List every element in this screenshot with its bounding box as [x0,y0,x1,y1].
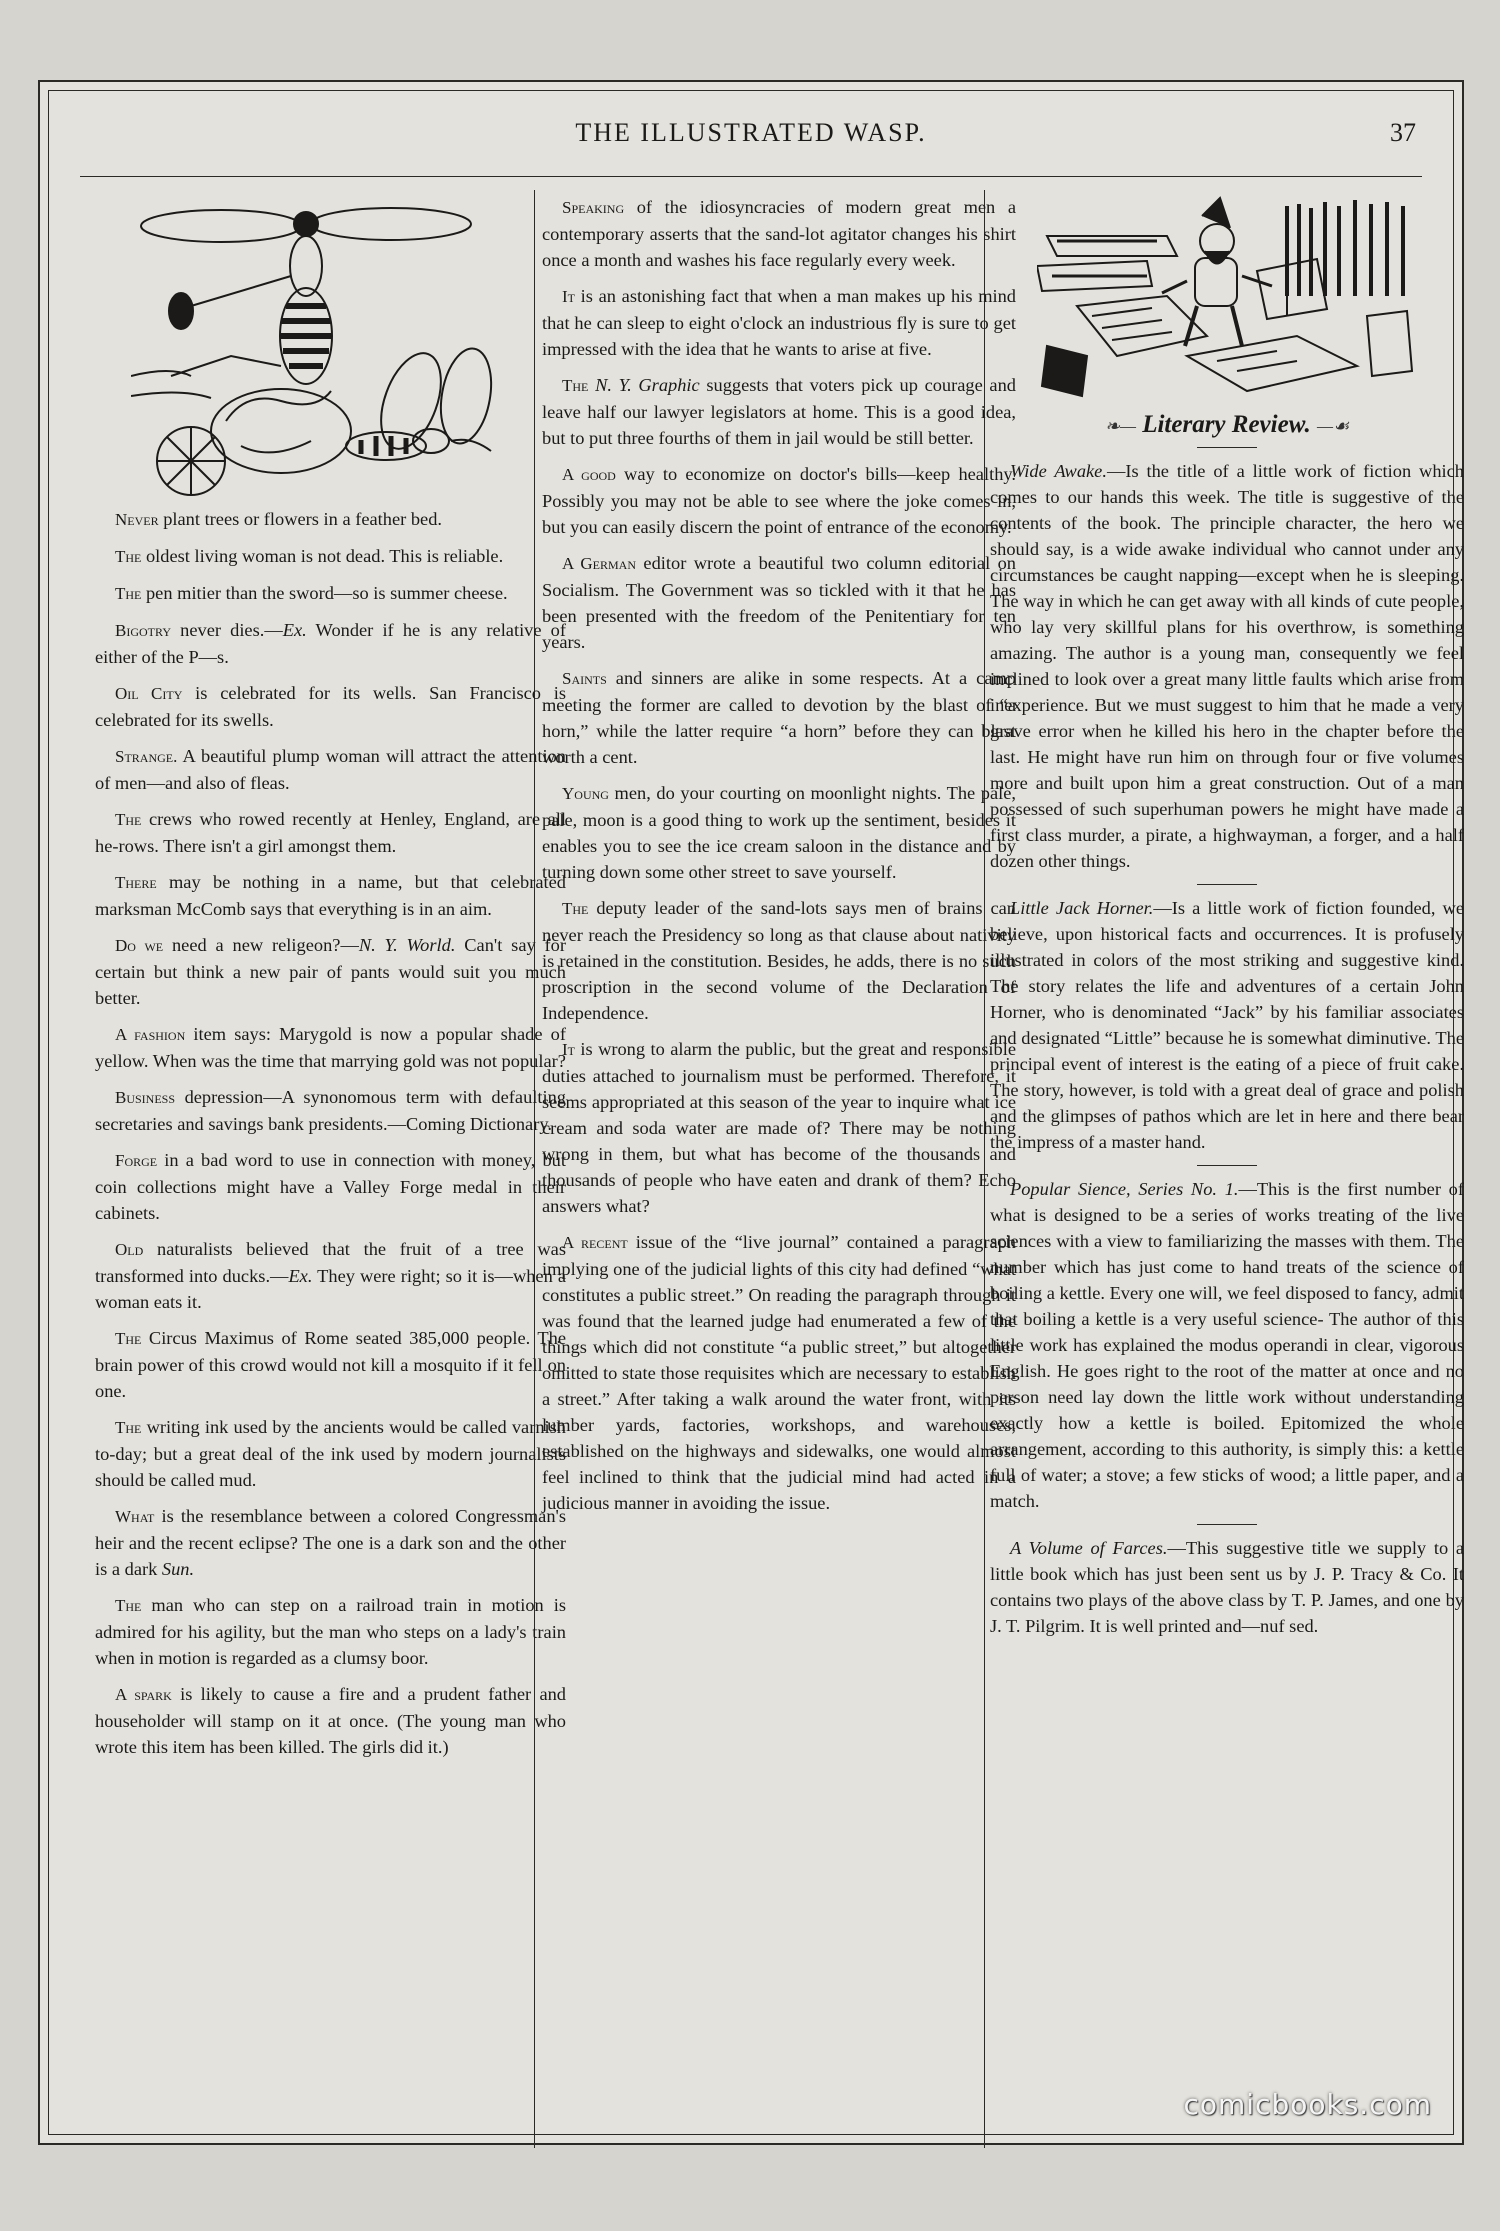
item-text: A beautiful plump woman will attract the attention of men—and also of fleas. [95,746,566,793]
news-item [95,1021,566,1074]
item-lead-word: A fashion [115,1025,186,1044]
item-text: plant trees or flowers in a feather bed. [158,509,443,529]
item-lead-word: A recent [562,1233,628,1252]
left-flourish-icon: ❧— [1104,416,1136,436]
item-text: in a bad word to use in connection with money, but coin collections might have a Valley Forge medal in their cabinets. [95,1150,566,1223]
item-lead-word: The [562,899,589,918]
item-lead-word: Old [115,1240,144,1259]
review-title: Wide Awake. [1010,461,1107,481]
review-paragraph [990,1176,1464,1514]
item-lead-word: The [115,1329,142,1348]
news-item [95,617,566,670]
item-text: men, do your courting on moonlight nights. The pale, pale, moon is a good thing to work up the sentiment, besides it enables you to see the ice cream saloon in the distance and by turning down some other street to save yourself. [542,783,1016,882]
news-item [95,869,566,922]
item-text: of the idiosyncracies of modern great men a contemporary asserts that the sand-lot agitator changes his shirt once a month and washes his face regularly every week. [542,197,1016,270]
item-text: need a new religeon?— [163,935,359,955]
review-body: —This suggestive title we supply to a little book which has just been sent us by J. P. Tracy & Co. It contains two plays of the above class by T. P. James, and one by J. T. Pilgrim. It is well printed and—nuf sed. [990,1538,1465,1636]
review-title: Popular Sience, Series No. 1. [1010,1179,1239,1199]
right-flourish-icon: —☙ [1316,416,1350,436]
review-paragraph [990,458,1464,874]
news-item [542,1036,1016,1219]
news-item [95,543,566,570]
item-citation: Ex. [282,620,307,640]
review-paragraph [990,895,1464,1155]
item-lead-word: Saints [562,669,607,688]
news-item [542,550,1016,655]
watermark: comicbooks.com [1183,2088,1432,2121]
news-item [95,1236,566,1315]
newspaper-page [38,80,1464,2145]
news-item [95,680,566,733]
item-text-continued: Can't say for certain but think a new pair of pants would suit you much better. [95,935,566,1008]
wasp-chariot-illustration [131,196,531,496]
column-left-paragraphs [95,506,566,1760]
section-rule [1197,884,1257,885]
news-item [95,1414,566,1493]
section-rule [1197,1524,1257,1525]
item-lead-word: A good [562,465,616,484]
column-left [95,190,566,1770]
review-body: —Is a little work of fiction founded, we believe, upon historical facts and occurrences. It is profusely illustrated in colors of the most striking and suggestive kind. The story relates the life and adventures of a certain John Horner, who is denominated “Jack” by his familiar associates and designated “Little” because he is somewhat diminutive. The principal event of interest is the eating of a piece of fruit cake. The story, however, is told with a great deal of grace and polish and the glimpses of pathos which are let in here and there bear the impress of a master hand. [990,898,1465,1152]
item-lead-word: It [562,1040,575,1059]
item-text: way to economize on doctor's bills—keep healthy. Possibly you may not be able to see where the joke comes in, but you can easily discern the point of entrance of the economy. [542,464,1016,537]
review-title: A Volume of Farces. [1010,1538,1168,1558]
item-citation: N. Y. Graphic [595,375,700,395]
item-text: oldest living woman is not dead. This is reliable. [141,546,504,566]
literary-review-reviews [990,458,1464,1639]
item-lead-word: Bigotry [115,621,172,640]
item-lead-word: The [115,584,142,603]
item-text: issue of the “live journal” contained a paragraph implying one of the judicial lights of this city had defined “what constitutes a public street.” On reading the paragraph through it was found that the learned judge had enumerated a few of the things which did not constitute “a public street,” but altogether omitted to state those requisites which are necessary to establish a street.” After taking a walk around the water front, with its lumber yards, factories, workshops, and warehouses, established on the highways and sidewalks, one would almost feel inclined to think that the judicial mind had acted in a judicious manner in avoiding the issue. [542,1232,1016,1513]
item-text-continued: Wonder if he is any relative of either of the P—s. [95,620,566,667]
item-lead-word: Business [115,1088,176,1107]
item-text: item says: Marygold is now a popular shade of yellow. When was the time that marrying gold was not popular? [95,1024,566,1071]
item-text: depression—A synonomous term with defaulting secretaries and savings bank presidents.—Coming Dictionary. [95,1087,566,1134]
news-item [542,895,1016,1026]
item-lead-word: The [115,1596,142,1615]
item-citation: N. Y. World. [358,935,456,955]
literary-review-heading [990,411,1464,439]
item-text: crews who rowed recently at Henley, England, are all he-rows. There isn't a girl amongst them. [95,809,566,856]
item-text: man who can step on a railroad train in motion is admired for his agility, but the man who steps on a lady's train when in motion is regarded as a clumsy boor. [95,1595,566,1668]
literary-review-title: Literary Review. [1142,411,1311,438]
item-lead-word: Speaking [562,198,625,217]
item-text: writing ink used by the ancients would be called varnish to-day; but a great deal of the ink used by modern journalists should be called mud. [95,1417,566,1490]
news-item [95,506,566,533]
item-citation: Ex. [288,1266,313,1286]
review-body: —Is the title of a little work of fiction which comes to our hands this week. The title is suggestive of the contents of the book. The principle character, the hero we should say, is a wide awake individual who cannot under any circumstances be caught napping—except when he is sleeping. The way in which he can get away with all kinds of cute people, who lay very skillful plans for his overthrow, is something amazing. The author is a young man, consequently we feel inclined to look over a great many little faults which arise from inexperience. But we must suggest to him that he made a very grave error when he killed his hero in the chapter before the last. He might have run him on through four or five volumes more and built upon him a great construction. Out of a man possessed of such superhuman powers he might have made a first class murder, a pirate, a highwayman, a forger, and a half dozen other things. [990,461,1464,871]
item-text: editor wrote a beautiful two column editorial on Socialism. The Government was so tickled with it that he has been presented with the freedom of the Penitentiary for ten years. [542,553,1016,652]
header-rule [80,176,1422,177]
item-text: is wrong to alarm the public, but the great and responsible duties attached to journalism must be performed. Therefore, it seems appropriated at this season of the year to inquire what ice cream and soda water are made of? There may be nothing wrong in them, but what has become of the thousands and thousands of people who have eaten and drank of them? Echo answers what? [542,1039,1016,1216]
news-item [95,1325,566,1404]
item-text: and sinners are alike in some respects. At a camp meeting the former are called to devotion by the blast of “a horn,” while the latter require “a horn” before they can blast worth a cent. [542,668,1016,767]
news-item [542,283,1016,362]
item-lead-word: The [115,547,142,566]
column-middle [542,194,1016,1526]
news-item [95,932,566,1011]
news-item [542,372,1016,451]
news-item [95,1084,566,1137]
news-item [542,461,1016,540]
item-lead-word: Forge [115,1151,158,1170]
item-lead-word: The [115,1418,142,1437]
item-lead-word: Young [562,784,609,803]
item-text-continued: suggests that voters pick up courage and leave half our lawyer legislators at home. This is a good idea, but to put three fourths of them in jail would be still better. [542,375,1016,448]
news-item [95,743,566,796]
news-item [95,1503,566,1582]
news-item [95,1592,566,1671]
column-middle-paragraphs [542,194,1016,1516]
item-text: is likely to cause a fire and a prudent father and householder will stamp on it at once. (The young man who wrote this item has been killed. The girls did it.) [95,1684,566,1757]
news-item [95,806,566,859]
item-lead-word: Do we [115,936,164,955]
item-text: deputy leader of the sand-lots says men of brains can never reach the Presidency so long as that clause about nativity is retained in the constitution. Besides, he adds, there is no such proscription in the second volume of the Declaration of Independence. [542,898,1016,1023]
item-lead-word: Oil City [115,684,183,703]
item-text: is celebrated for its wells. San Francisco is celebrated for its swells. [95,683,567,730]
news-item [542,665,1016,770]
section-rule [1197,447,1257,448]
news-item [542,780,1016,885]
item-citation: Sun. [161,1559,195,1579]
item-text-continued: They were right; so it is—when a woman eats it. [95,1266,566,1312]
column-right [990,190,1464,1649]
item-text: is an astonishing fact that when a man makes up his mind that he can sleep to eight o'clock an industrious fly is sure to get impressed with the idea that he wants to arise at five. [542,286,1016,359]
item-text: may be nothing in a name, but that celebrated marksman McComb says that everything is in an aim. [95,872,566,919]
page-number: 37 [1390,118,1416,147]
item-lead-word: Never [115,510,159,529]
running-head: THE ILLUSTRATED WASP. [575,118,927,147]
item-lead-word: The [562,376,589,395]
item-lead-word: It [562,287,575,306]
item-text: pen mitier than the sword—so is summer cheese. [141,583,508,603]
item-lead-word: Strange. [115,747,178,766]
item-lead-word: What [115,1507,155,1526]
item-text: Circus Maximus of Rome seated 385,000 people. The brain power of this crowd would not kill a mosquito if it fell on one. [95,1328,566,1401]
review-paragraph [990,1535,1464,1639]
item-text: naturalists believed that the fruit of a tree was transformed into ducks.— [95,1239,566,1286]
item-text: is the resemblance between a colored Congressman's heir and the recent eclipse? The one is a dark son and the other is a dark [95,1506,566,1579]
item-lead-word: A spark [115,1685,172,1704]
news-item [542,1229,1016,1516]
news-item [95,580,566,607]
item-lead-word: There [115,873,157,892]
section-rule [1197,1165,1257,1166]
reading-gnome-illustration [1037,196,1417,401]
item-lead-word: The [115,810,142,829]
news-item [95,1681,566,1760]
news-item [95,1147,566,1226]
item-lead-word: A German [562,554,637,573]
review-title: Little Jack Horner. [1010,898,1154,918]
news-item [542,194,1016,273]
review-body: —This is the first number of what is designed to be a series of works treating of the live sciences with a view to familiarizing the masses with them. The number which has just come to hand treats of the science of boiling a kettle. Every one will, we feel disposed to fancy, admit that boiling a kettle is a very useful science- The author of this little work has explained the modus operandi in clear, vigorous English. He goes right to the root of the matter at once and no person need lay down the little work without understanding exactly how a kettle is boiled. Epitomized the whole arrangement, according to this authority, is simply this: a kettle full of water; a stove; a few sticks of wood; a little paper, and a match. [990,1179,1464,1511]
item-text: never dies.— [171,620,283,640]
